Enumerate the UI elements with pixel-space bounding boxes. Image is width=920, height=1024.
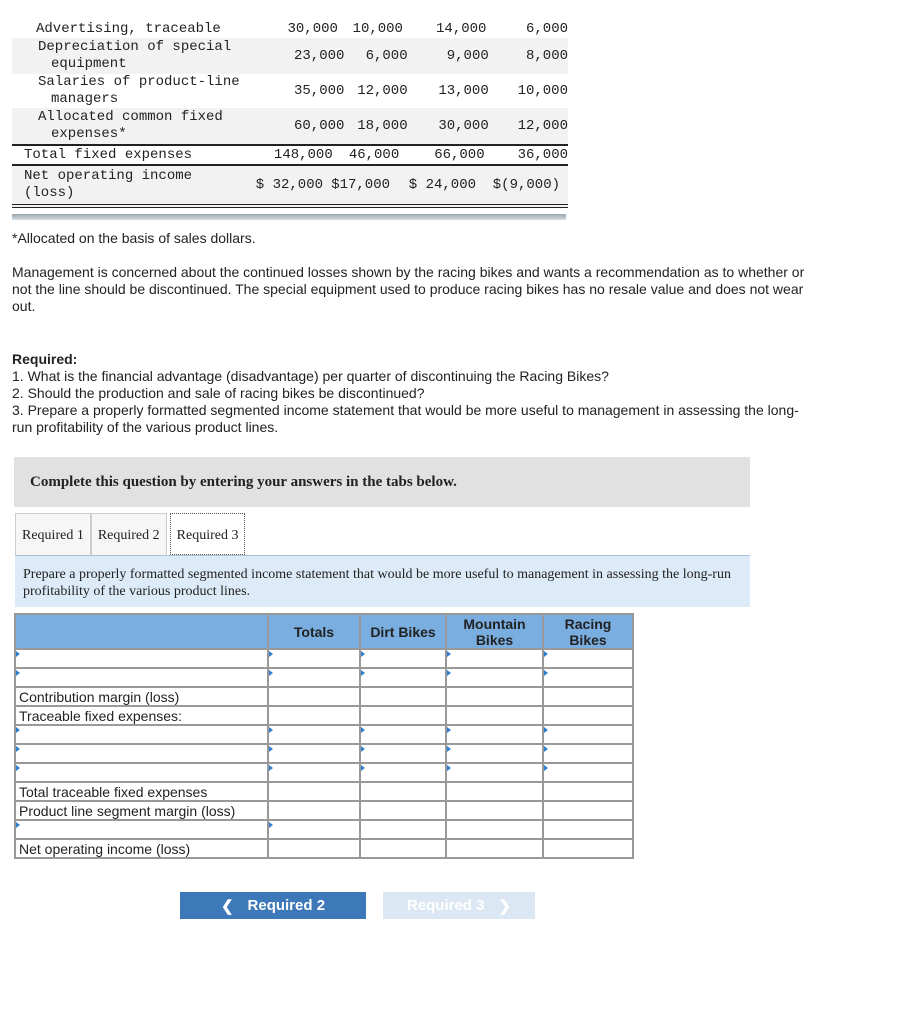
instruction-banner: Complete this question by entering your answers in the tabs below. xyxy=(14,457,750,507)
value: 6,000 xyxy=(365,47,408,64)
row-label: Total fixed expenses xyxy=(24,146,193,163)
amount-input[interactable] xyxy=(446,763,543,782)
segmented-income-table xyxy=(14,613,634,859)
label-input[interactable] xyxy=(15,763,268,782)
value: 35,000 xyxy=(293,82,345,99)
row-net-income xyxy=(12,164,568,208)
tab-required-3[interactable]: Required 3 xyxy=(170,513,246,555)
tab-required-2[interactable]: Required 2 xyxy=(91,513,167,557)
value: 8,000 xyxy=(525,47,568,64)
required-item: 3. Prepare a properly formatted segmented income statement that would be more useful to management in assessing the long-run profitability of the various product lines. xyxy=(12,402,799,435)
amount-input[interactable] xyxy=(543,839,633,858)
header-label xyxy=(15,614,268,649)
amount-input[interactable] xyxy=(543,744,633,763)
row-label: Product line segment margin (loss) xyxy=(15,801,268,820)
value: 12,000 xyxy=(357,82,408,99)
amount-input[interactable] xyxy=(543,782,633,801)
table-row xyxy=(15,820,633,839)
value: 9,000 xyxy=(446,47,489,64)
label-input[interactable] xyxy=(15,744,268,763)
horizontal-scrollbar[interactable] xyxy=(12,214,566,220)
table-row xyxy=(15,687,633,706)
required-item: 1. What is the financial advantage (disadvantage) per quarter of discontinuing the Racing Bikes? xyxy=(12,368,609,384)
header-dirt-bikes: Dirt Bikes xyxy=(360,614,446,649)
value: 6,000 xyxy=(525,20,568,37)
table-row xyxy=(15,725,633,744)
table-row xyxy=(15,706,633,725)
amount-input[interactable] xyxy=(360,687,446,706)
amount-input[interactable] xyxy=(360,706,446,725)
amount-input[interactable] xyxy=(268,725,360,744)
income-statement xyxy=(12,20,569,208)
chevron-left-icon: ❮ xyxy=(220,897,234,915)
amount-input[interactable] xyxy=(268,744,360,763)
row-label: Depreciation of special equipment xyxy=(38,39,232,72)
tab-bar xyxy=(15,513,245,557)
amount-input[interactable] xyxy=(543,706,633,725)
amount-input[interactable] xyxy=(360,668,446,687)
row-label: Salaries of product-line managers xyxy=(38,74,240,107)
amount-input[interactable] xyxy=(360,782,446,801)
next-required-3-button[interactable] xyxy=(383,892,535,919)
label-input[interactable] xyxy=(15,725,268,744)
amount-input[interactable] xyxy=(360,820,446,839)
prev-label: Required 2 xyxy=(247,897,326,914)
amount-input[interactable] xyxy=(446,706,543,725)
row-label: Contribution margin (loss) xyxy=(15,687,268,706)
row-allocated xyxy=(12,108,568,144)
amount-input[interactable] xyxy=(360,839,446,858)
tab-prompt: Prepare a properly formatted segmented income statement that would be more useful to management in assessing the long-run profitability of the various product lines. xyxy=(15,555,750,607)
required-item: 2. Should the production and sale of racing bikes be discontinued? xyxy=(12,385,425,401)
amount-input[interactable] xyxy=(446,687,543,706)
amount-input[interactable] xyxy=(268,706,360,725)
value: 60,000 xyxy=(293,117,345,134)
value: 30,000 xyxy=(287,20,338,37)
footnote: *Allocated on the basis of sales dollars. xyxy=(12,230,256,246)
next-label: Required 3 xyxy=(406,897,485,914)
table-row xyxy=(15,782,633,801)
label-input[interactable] xyxy=(15,668,268,687)
row-label: Total traceable fixed expenses xyxy=(15,782,268,801)
row-salaries xyxy=(12,74,568,108)
amount-input[interactable] xyxy=(446,782,543,801)
amount-input[interactable] xyxy=(446,744,543,763)
table-row xyxy=(15,839,633,858)
amount-input[interactable] xyxy=(543,820,633,839)
amount-input[interactable] xyxy=(268,820,360,839)
row-total-fixed xyxy=(12,144,568,164)
amount-input[interactable] xyxy=(543,668,633,687)
amount-input[interactable] xyxy=(268,801,360,820)
amount-input[interactable] xyxy=(268,839,360,858)
amount-input[interactable] xyxy=(446,649,543,668)
amount-input[interactable] xyxy=(360,801,446,820)
problem-paragraph: Management is concerned about the continued losses shown by the racing bikes and wants a recommendation as to whether or not the line should be discontinued. The special equipment used to produce racing bikes has no resale value and does not wear out. xyxy=(12,264,805,314)
amount-input[interactable] xyxy=(446,839,543,858)
table-row xyxy=(15,744,633,763)
tab-required-1[interactable]: Required 1 xyxy=(15,513,91,557)
prev-required-2-button[interactable] xyxy=(180,892,366,919)
amount-input[interactable] xyxy=(360,649,446,668)
amount-input[interactable] xyxy=(543,687,633,706)
amount-input[interactable] xyxy=(268,649,360,668)
header-totals: Totals xyxy=(268,614,360,649)
table-row xyxy=(15,801,633,820)
amount-input[interactable] xyxy=(360,744,446,763)
amount-input[interactable] xyxy=(446,668,543,687)
value: 148,000 xyxy=(273,146,333,163)
amount-input[interactable] xyxy=(446,820,543,839)
label-input[interactable] xyxy=(15,820,268,839)
value: 30,000 xyxy=(438,117,489,134)
row-label: Net operating income (loss) xyxy=(15,839,268,858)
chevron-right-icon: ❯ xyxy=(498,897,512,915)
row-label: Net operating income (loss) xyxy=(24,168,193,201)
required-title: Required: xyxy=(12,351,78,367)
row-advertising xyxy=(12,20,568,38)
amount-input[interactable] xyxy=(446,725,543,744)
required-section xyxy=(12,351,812,436)
value: 10,000 xyxy=(517,82,568,99)
amount-input[interactable] xyxy=(268,763,360,782)
amount-input[interactable] xyxy=(543,649,633,668)
table-row xyxy=(15,763,633,782)
value: $ 24,000 xyxy=(408,176,476,193)
amount-input[interactable] xyxy=(543,801,633,820)
row-label: Traceable fixed expenses: xyxy=(15,706,268,725)
value: 23,000 xyxy=(293,47,345,64)
amount-input[interactable] xyxy=(268,782,360,801)
value: 18,000 xyxy=(357,117,408,134)
table-row xyxy=(15,649,633,668)
value: 13,000 xyxy=(438,82,489,99)
amount-input[interactable] xyxy=(543,725,633,744)
value: $17,000 xyxy=(331,176,390,193)
value: 12,000 xyxy=(517,117,568,134)
amount-input[interactable] xyxy=(543,763,633,782)
value: 36,000 xyxy=(517,146,569,163)
amount-input[interactable] xyxy=(360,763,446,782)
amount-input[interactable] xyxy=(360,725,446,744)
table-row xyxy=(15,668,633,687)
header-mountain-bikes: Mountain Bikes xyxy=(446,614,543,649)
value: 46,000 xyxy=(348,146,400,163)
header-racing-bikes: Racing Bikes xyxy=(543,614,633,649)
amount-input[interactable] xyxy=(446,801,543,820)
amount-input[interactable] xyxy=(268,687,360,706)
amount-input[interactable] xyxy=(268,668,360,687)
value: $(9,000) xyxy=(492,176,560,193)
row-label: Allocated common fixed expenses* xyxy=(38,109,223,142)
label-input[interactable] xyxy=(15,649,268,668)
row-depreciation xyxy=(12,38,568,74)
value: 10,000 xyxy=(352,20,403,37)
value: $ 32,000 xyxy=(255,176,323,193)
row-label: Advertising, traceable xyxy=(36,20,221,37)
value: 66,000 xyxy=(434,146,485,163)
value: 14,000 xyxy=(436,20,487,37)
